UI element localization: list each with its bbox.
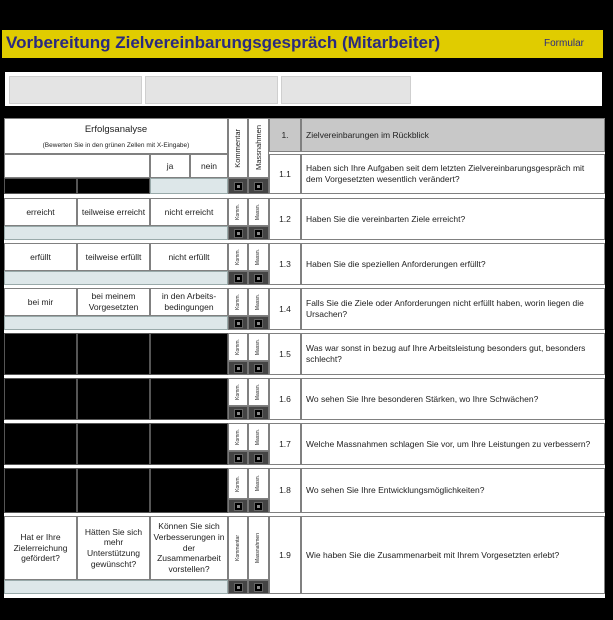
row-1-4-massnahmen-cell [248, 316, 269, 330]
kommentar-header [228, 118, 248, 178]
row-1-6-question: Wo sehen Sie Ihre besonderen Stärken, wo Ihre Schwächen? [301, 378, 605, 420]
row-1-2-option: erreicht [4, 198, 77, 226]
row-1-6-black-cell [77, 378, 150, 420]
row-1-8-black-cell [150, 468, 228, 513]
form-label: Formular [544, 38, 585, 49]
row-1-5-kommentar-cell [228, 361, 248, 375]
row-1-7-black-cell [150, 423, 228, 465]
row-1-9-massnahmen-label [248, 516, 269, 580]
komm-short-label: Komm. [234, 384, 241, 400]
toolbar-button-2[interactable] [145, 76, 278, 104]
row-1-5-black-cell [150, 333, 228, 375]
row-1-5-komm-label [228, 333, 248, 361]
row-1-3-mass-label [248, 243, 269, 271]
kommentar-checkbox-icon[interactable] [234, 454, 243, 463]
row-1-9-question: Wie haben Sie die Zusammenarbeit mit Ihrem Vorgesetzten erlebt? [301, 516, 605, 594]
mass-short-label: Massn. [255, 293, 262, 311]
row-1-2-mass-label [248, 198, 269, 226]
row-1-6-black-cell [150, 378, 228, 420]
kommentar-checkbox-icon[interactable] [234, 583, 243, 592]
row-1-4-number: 1.4 [269, 288, 301, 330]
row-1-5-black-cell [4, 333, 77, 375]
row-1-1-blank [4, 154, 150, 178]
section-number: 1. [269, 118, 301, 152]
row-1-3-komm-label [228, 243, 248, 271]
kommentar-label: Kommentar [233, 128, 243, 168]
row-1-9-option: Können Sie sich Verbesserungen in der Zusammenarbeit vorstellen? [150, 516, 228, 580]
mass-short-label: Massn. [255, 383, 262, 401]
komm-short-label: Komm. [234, 475, 241, 492]
row-1-4-option: bei mir [4, 288, 77, 316]
row-1-9-number: 1.9 [269, 516, 301, 594]
row-1-8-mass-label [248, 468, 269, 499]
row-1-2-option: nicht erreicht [150, 198, 228, 226]
kommentar-checkbox-icon[interactable] [234, 274, 243, 283]
row-1-5-question: Was war sonst in bezug auf Ihre Arbeitsleistung besonders gut, besonders schlecht? [301, 333, 605, 375]
row-1-6-komm-label [228, 378, 248, 406]
massnahmen-checkbox-icon[interactable] [254, 229, 263, 238]
row-1-7-mass-label [248, 423, 269, 451]
row-1-8-number: 1.8 [269, 468, 301, 513]
row-1-4-input[interactable] [4, 316, 228, 330]
row-1-5-number: 1.5 [269, 333, 301, 375]
erfolgsanalyse-subtitle: (Bewerten Sie in den grünen Zellen mit X-Eingabe) [42, 141, 190, 149]
massnahmen-checkbox-icon[interactable] [254, 182, 263, 191]
row-1-8-kommentar-cell [228, 499, 248, 513]
row-1-7-number: 1.7 [269, 423, 301, 465]
kommentar-checkbox-icon[interactable] [234, 364, 243, 373]
row-1-1-black-cell [4, 178, 77, 194]
section-title: Zielvereinbarungen im Rückblick [301, 118, 605, 152]
row-1-6-massnahmen-cell [248, 406, 269, 420]
row-1-6-number: 1.6 [269, 378, 301, 420]
row-1-4-mass-label [248, 288, 269, 316]
row-1-6-mass-label [248, 378, 269, 406]
massnahmen-checkbox-icon[interactable] [254, 502, 263, 511]
row-1-3-option: nicht erfüllt [150, 243, 228, 271]
row-1-3-massnahmen-cell [248, 271, 269, 285]
row-1-2-input[interactable] [4, 226, 228, 240]
row-1-1-kommentar-cell [228, 178, 248, 194]
row-1-7-black-cell [77, 423, 150, 465]
massnahmen-checkbox-icon[interactable] [254, 364, 263, 373]
row-1-6-black-cell [4, 378, 77, 420]
page-title: Vorbereitung Zielvereinbarungsgespräch (Mitarbeiter) [6, 33, 441, 52]
form-sheet [4, 118, 605, 598]
kommentar-checkbox-icon[interactable] [234, 319, 243, 328]
mass-short-label: Massn. [255, 248, 262, 266]
row-1-9-massnahmen-cell [248, 580, 269, 594]
row-1-2-number: 1.2 [269, 198, 301, 240]
row-1-2-kommentar-cell [228, 226, 248, 240]
row-1-9-kommentar-cell [228, 580, 248, 594]
row-1-6-kommentar-cell [228, 406, 248, 420]
mass-short-label: Massn. [255, 428, 262, 446]
row-1-5-mass-label [248, 333, 269, 361]
row-1-3-option: erfüllt [4, 243, 77, 271]
erfolgsanalyse-header [4, 118, 228, 154]
row-1-7-black-cell [4, 423, 77, 465]
row-1-4-option: in den Arbeits-bedingungen [150, 288, 228, 316]
kommentar-checkbox-icon[interactable] [234, 182, 243, 191]
nein-label: nein [190, 154, 228, 178]
row-1-7-question: Welche Massnahmen schlagen Sie vor, um Ihre Leistungen zu verbessern? [301, 423, 605, 465]
row-1-3-question: Haben Sie die speziellen Anforderungen erfüllt? [301, 243, 605, 285]
massnahmen-checkbox-icon[interactable] [254, 409, 263, 418]
row-1-7-komm-label [228, 423, 248, 451]
toolbar-button-3[interactable] [281, 76, 411, 104]
row-1-1-input[interactable] [150, 178, 228, 194]
massnahmen-checkbox-icon[interactable] [254, 319, 263, 328]
row-1-3-kommentar-cell [228, 271, 248, 285]
kommentar-checkbox-icon[interactable] [234, 229, 243, 238]
row-1-9-option: Hat er Ihre Zielerreichung gefördert? [4, 516, 77, 580]
row-1-1-question: Haben sich Ihre Aufgaben seit dem letzten Zielvereinbarungsgespräch mit dem Vorgesetzten wesentlich verändert? [301, 154, 605, 194]
row-1-3-option: teilweise erfüllt [77, 243, 150, 271]
komm-short-label: Komm. [234, 429, 241, 445]
row-1-4-option: bei meinem Vorgesetzten [77, 288, 150, 316]
massnahmen-checkbox-icon[interactable] [254, 583, 263, 592]
row-1-2-option: teilweise erreicht [77, 198, 150, 226]
row-1-9-input[interactable] [4, 580, 228, 594]
komm-short-label: Komm. [234, 204, 241, 220]
mass-short-label: Massn. [255, 203, 262, 221]
row-1-5-black-cell [77, 333, 150, 375]
mass-short-label: Massn. [255, 475, 262, 492]
row-1-8-question: Wo sehen Sie Ihre Entwicklungsmöglichkeiten? [301, 468, 605, 513]
row-1-8-komm-label [228, 468, 248, 499]
kommentar-label: Kommentar [234, 535, 241, 561]
row-1-9-option: Hätten Sie sich mehr Unterstützung gewünscht? [77, 516, 150, 580]
massnahmen-label: Massnahmen [255, 532, 262, 563]
row-1-5-massnahmen-cell [248, 361, 269, 375]
kommentar-checkbox-icon[interactable] [234, 409, 243, 418]
massnahmen-label: Massnahmen [253, 125, 263, 171]
massnahmen-checkbox-icon[interactable] [254, 274, 263, 283]
row-1-9-kommentar-label [228, 516, 248, 580]
mass-short-label: Massn. [255, 338, 262, 356]
komm-short-label: Komm. [234, 249, 241, 265]
row-1-3-number: 1.3 [269, 243, 301, 285]
row-1-3-input[interactable] [4, 271, 228, 285]
komm-short-label: Komm. [234, 294, 241, 310]
row-1-4-question: Falls Sie die Ziele oder Anforderungen nicht erfüllt haben, worin liegen die Ursachen? [301, 288, 605, 330]
row-1-1-number: 1.1 [269, 154, 301, 194]
erfolgsanalyse-title: Erfolgsanalyse [84, 124, 148, 135]
row-1-4-komm-label [228, 288, 248, 316]
komm-short-label: Komm. [234, 339, 241, 355]
row-1-1-black-cell [77, 178, 150, 194]
row-1-2-question: Haben Sie die vereinbarten Ziele erreicht? [301, 198, 605, 240]
massnahmen-header [248, 118, 269, 178]
kommentar-checkbox-icon[interactable] [234, 502, 243, 511]
toolbar-button-1[interactable] [9, 76, 142, 104]
row-1-8-black-cell [77, 468, 150, 513]
ja-label: ja [150, 154, 190, 178]
row-1-7-kommentar-cell [228, 451, 248, 465]
row-1-2-komm-label [228, 198, 248, 226]
row-1-8-massnahmen-cell [248, 499, 269, 513]
row-1-2-massnahmen-cell [248, 226, 269, 240]
row-1-8-black-cell [4, 468, 77, 513]
row-1-1-massnahmen-cell [248, 178, 269, 194]
row-1-4-kommentar-cell [228, 316, 248, 330]
massnahmen-checkbox-icon[interactable] [254, 454, 263, 463]
row-1-7-massnahmen-cell [248, 451, 269, 465]
